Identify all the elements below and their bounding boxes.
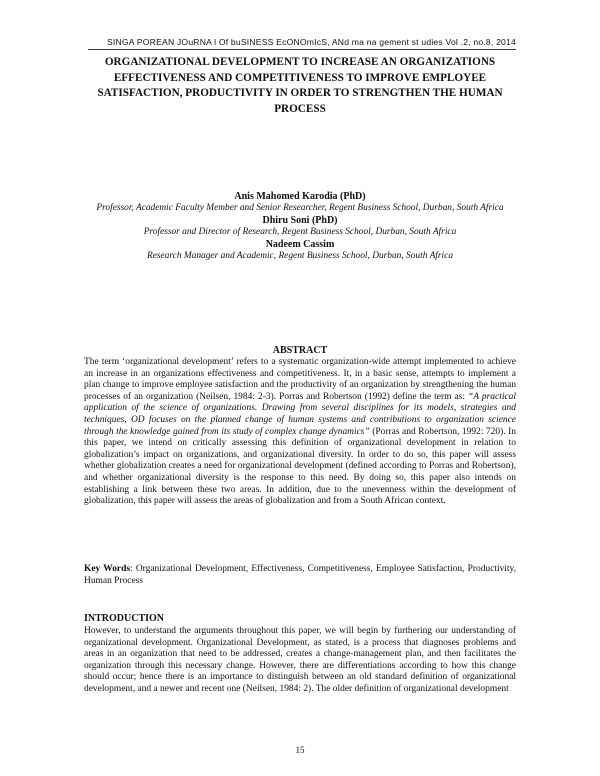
- author-affiliation: Professor, Academic Faculty Member and Senior Researcher, Regent Business School, Durban, South Africa: [96, 203, 504, 214]
- keywords: [84, 564, 516, 587]
- abstract-heading: ABSTRACT: [272, 345, 328, 356]
- paper-title: ORGANIZATIONAL DEVELOPMENT TO INCREASE AN ORGANIZATIONS EFFECTIVENESS AND COMPETITIVENESS TO IMPROVE EMPLOYEE SATISFACTION, PRODUCTIVITY IN ORDER TO STRENGTHEN THE HUMAN PROCESS: [97, 56, 503, 115]
- running-header: SINGA POREAN JOuRNA l Of buSINESS EcONOmIcS, ANd ma na gement st udies Vol .2, no.8, 2014: [88, 37, 516, 50]
- abstract-quote: “A practical application of the science of organizations. Drawing from several disciplines for its models, strategies and techniques, OD focuses on the planned change of human systems and contributions to organization science through the knowledge gained from its study of complex change dynamics”: [84, 391, 516, 437]
- author-name: Anis Mahomed Karodia (PhD): [234, 191, 366, 202]
- abstract-text: The term ‘organizational development’ refers to a systematic organization-wide attempt implemented to achieve an increase in an organizations effectiveness and competitiveness. It, in a basic sense, attempts to implement a plan change to improve employee satisfaction and the productivity of an organization by strengthening the human processes of an organization (Neilsen, 1984: 2-3). Porras and Robertson (1992) define the term as:: [84, 357, 516, 402]
- page-number: 15: [295, 745, 305, 755]
- author-affiliation: Professor and Director of Research, Regent Business School, Durban, South Africa: [143, 227, 457, 238]
- keywords-text: : Organizational Development, Effectiveness, Competitiveness, Employee Satisfaction, Productivity, Human Process: [84, 564, 517, 586]
- section-heading-introduction: INTRODUCTION: [84, 613, 165, 624]
- abstract-body: [84, 357, 516, 508]
- author-block: [84, 191, 516, 262]
- author-name: Nadeem Cassim: [265, 238, 335, 250]
- keywords-label: Key Words: [84, 564, 131, 574]
- abstract-text: (Porras and Robertson, 1992: 720). In this paper, we intend on critically assessing this definition of organizational development in relation to globalization’s impact on organizations, and organizational diversity. In order to do so, this paper will assess whether globalization creates a need for organizational development (defined according to Porras and Robertson), and whether organizational diversity is the response to this need. By doing so, this paper also intends on establishing a link between these two areas. In addition, due to the unevenness within the development of globalization, this paper will assess the areas of globalization and from a South African context.: [84, 426, 516, 507]
- author-affiliation: Research Manager and Academic, Regent Business School, Durban, South Africa: [146, 251, 454, 262]
- author-name: Dhiru Soni (PhD): [262, 214, 338, 226]
- introduction-body: However, to understand the arguments throughout this paper, we will begin by furthering our understanding of organizational development. Organizational Development, as stated, is a process that diagnoses problems and areas in an organization that need to be addressed, creates a change-management plan, and then facilitates the organization through this necessary change. However, there are differentiations according to how this change should occur; hence there is an importance to distinguish between an old standard definition of organizational development, and a newer and recent one (Neilsen, 1984: 2). The older definition of organizational development: [84, 626, 516, 694]
